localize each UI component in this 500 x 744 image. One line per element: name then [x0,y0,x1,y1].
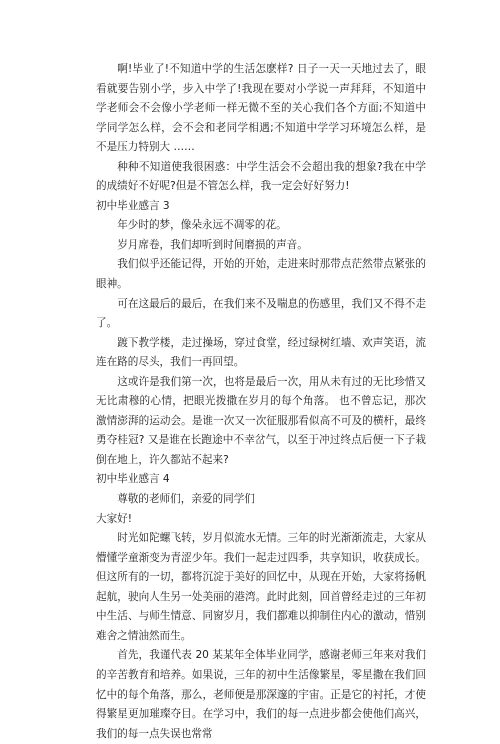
paragraph-greeting: 大家好! [96,512,133,525]
paragraph-remember-beginning: 我们似乎还能记得，开始的开始，走进来时那带点茫然带点紧张的眼神。 [96,258,426,291]
paragraph-must-leave: 可在这最后的最后，在我们来不及喘息的伤感里，我们又不得不走了。 [96,297,426,330]
paragraph-graduation-thoughts: 啊!毕业了!不知道中学的生活怎麽样? 日子一天一天地过去了，眼看就要告别小学，步入中学了!我现在要对小学说一声拜拜，不知道中学老师会不会像小学老师一样无微不至的关心我们各个方面;不知道中学同学怎么样，会不会和老同学相遇;不知道中学学习环境怎么样，是不是压力特别大 …… [96,63,426,154]
paragraph-walk-campus: 踱下教学楼，走过操场，穿过食堂，经过绿树红墙、欢声笑语，流连在路的尽头，我们一再回望。 [96,336,426,369]
paragraph-youth-dream: 年少时的梦，像朵永远不凋零的花。 [117,219,287,232]
paragraph-time-flies: 时光如陀螺飞转，岁月似流水无情。三年的时光渐渐流走，大家从懵懂学童渐变为青涩少年。我们一起走过四季，共享知识，收获成长。但这所有的一切，都将沉淀于美好的回忆中，从现在开始，大家将扬帆起航，驶向人生另一处美丽的港湾。此时此刻，回首曾经走过的三年初中生活、与师生情意、同窗岁月，我们都难以抑制住内心的激动，惜别难舍之情油然而生。 [96,532,426,642]
paragraph-time-wear: 岁月席卷，我们却听到时间磨损的声音。 [117,238,308,251]
section-heading-4: 初中毕业感言 4 [96,473,170,486]
paragraph-salutation: 尊敬的老师们，亲爱的同学们 [117,493,255,506]
paragraph-thanks-teachers: 首先，我谨代表 20 某某年全体毕业同学，感谢老师三年来对我们的辛苦教育和培养。如果说，三年的初中生活像繁星，零星撒在我们回忆中的每个角落，那么，老师便是那深邃的宇宙。正是它的衬托，才使得繁星更加璀璨夺目。在学习中，我们的每一点进步都会使他们高兴，我们的每一点失误也常常 [96,649,426,740]
paragraph-confusion: 种种不知道使我很困惑：中学生活会不会超出我的想象?我在中学的成绩好不好呢?但是不管怎么样，我一定会好好努力! [96,160,426,193]
document-body [96,60,426,744]
section-heading-3: 初中毕业感言 3 [96,199,170,212]
paragraph-sports-meet: 这或许是我们第一次，也将是最后一次，用从未有过的无比珍惜又无比肃穆的心情，把眼光拨撒在岁月的每个角落。 也不曾忘记，那次激情澎湃的运动会。是谁一次又一次征服那看似高不可及的横杆，最终勇夺桂冠? 又是谁在长跑途中不幸岔气，以至于冲过终点后便一下子栽倒在地上，许久都站不起来? [96,375,426,466]
